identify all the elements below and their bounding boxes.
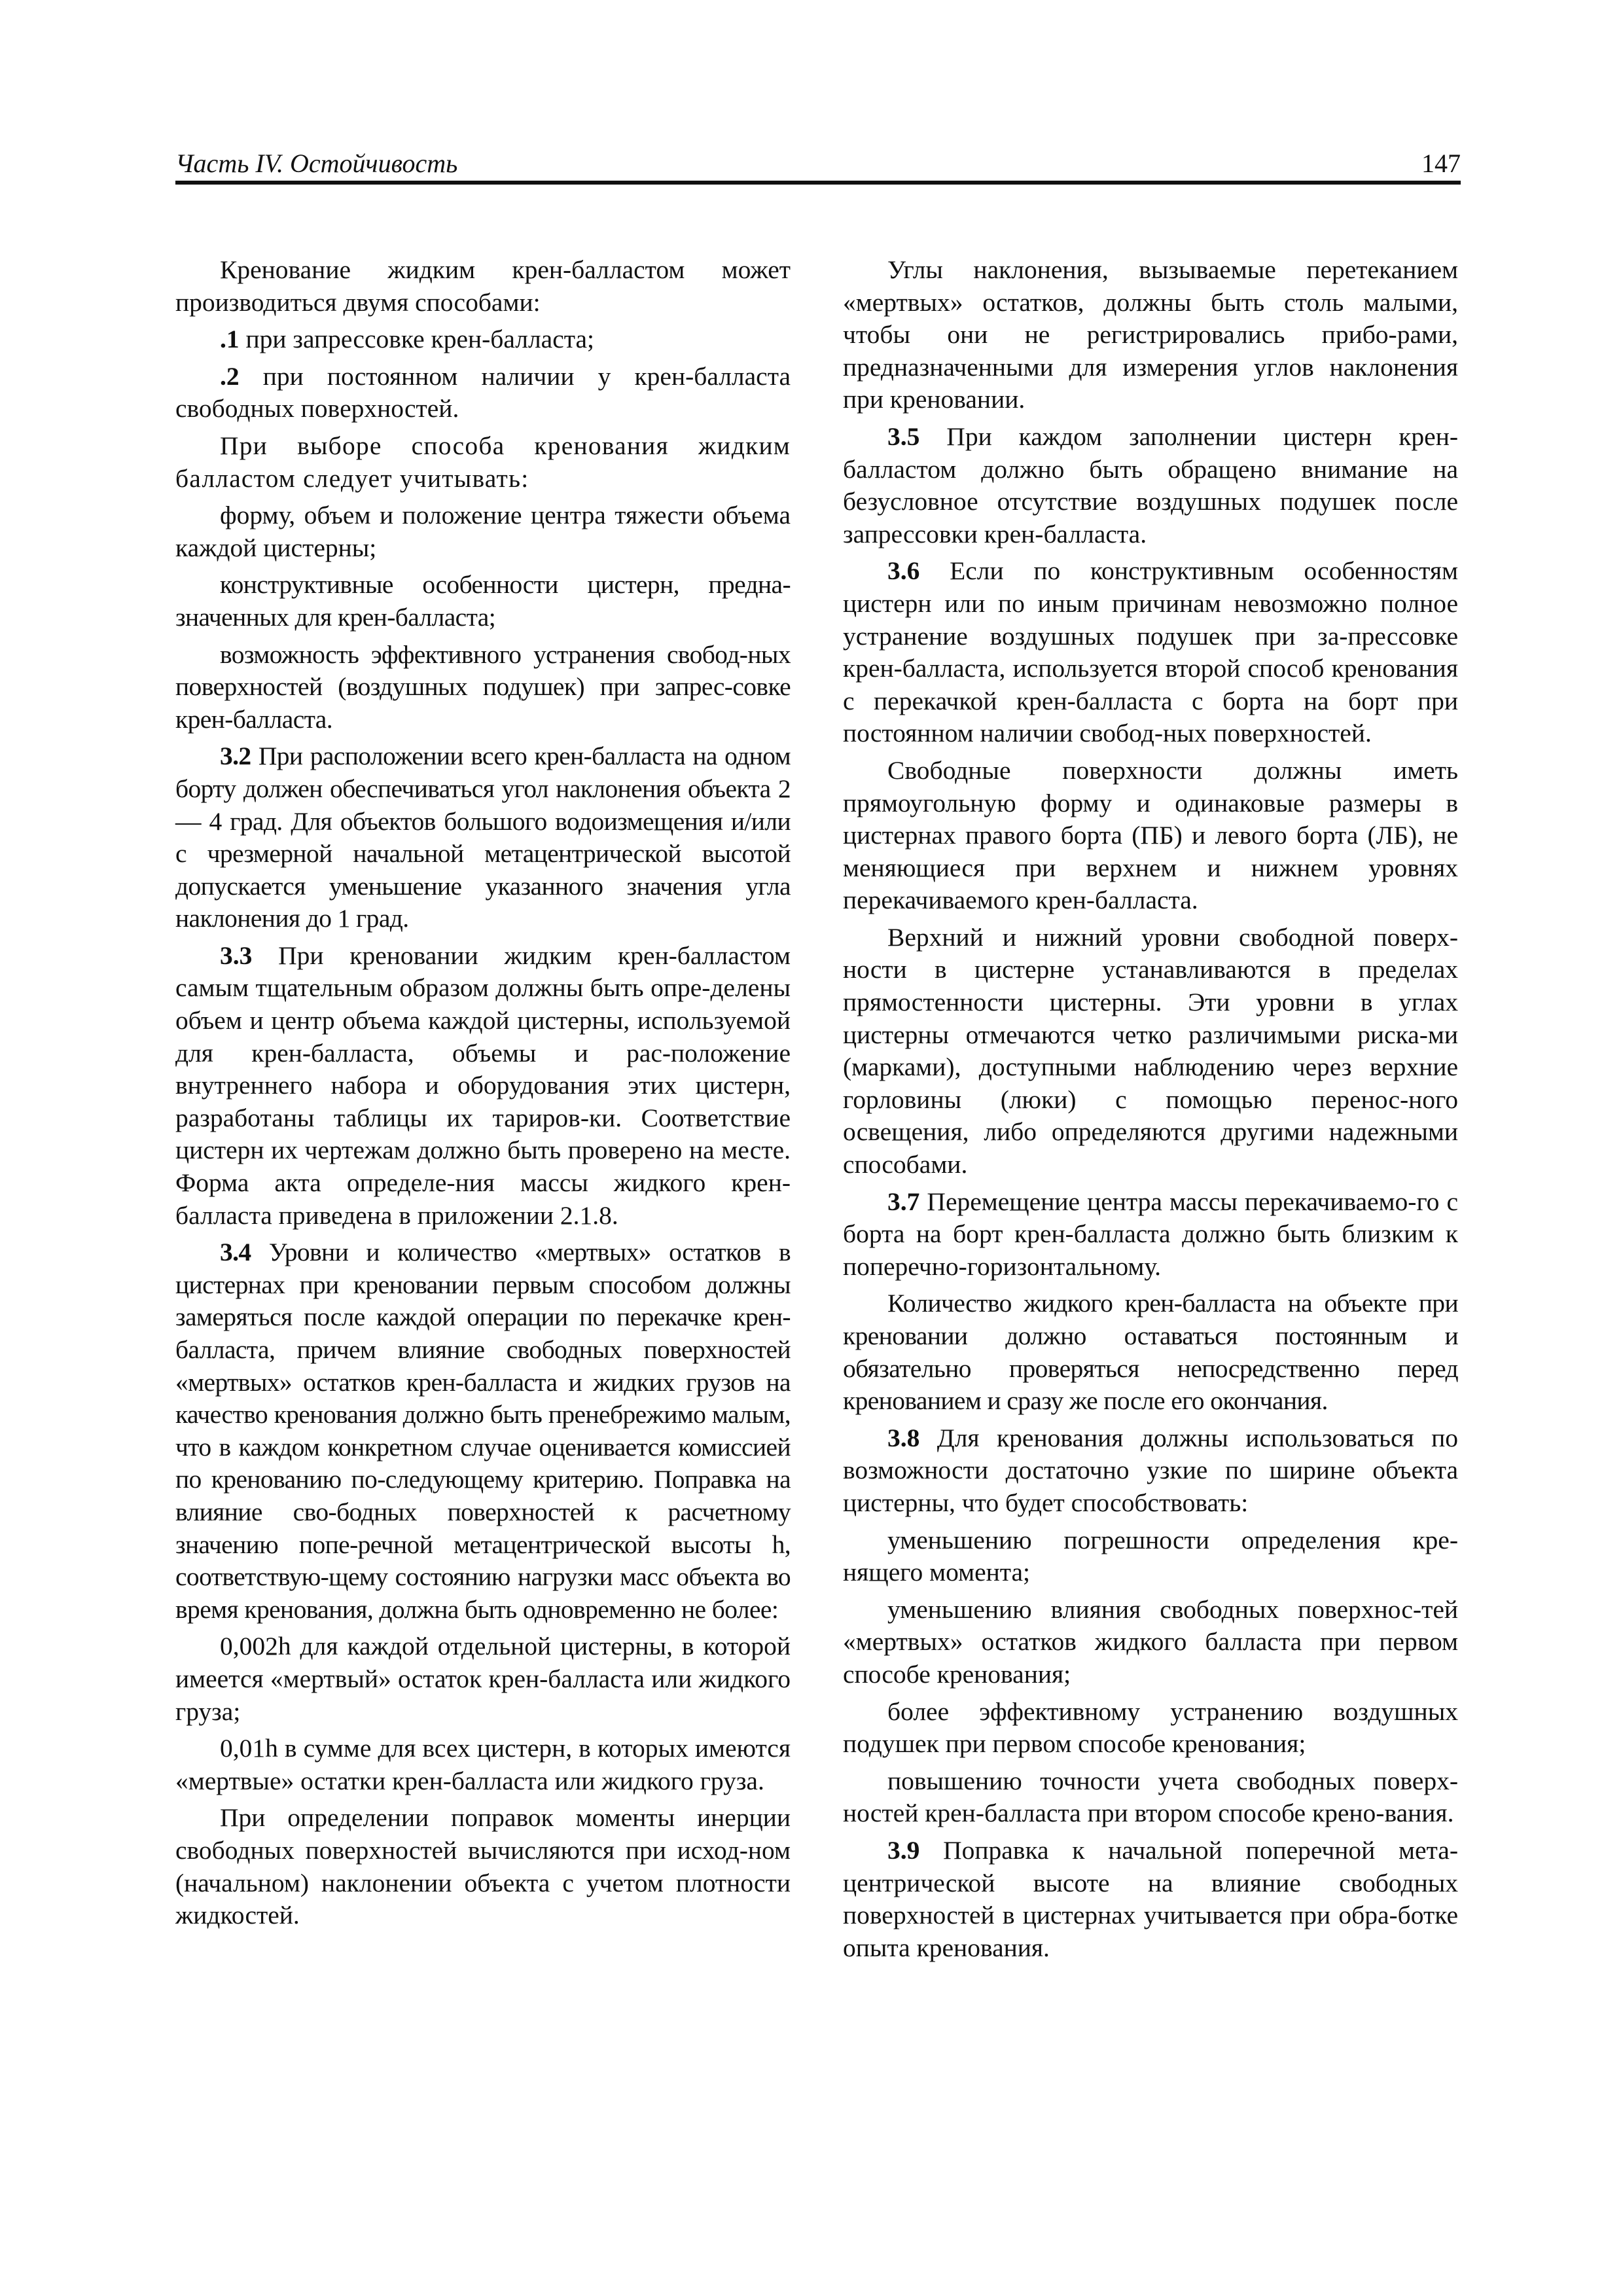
paragraph: При определении поправок моменты инерции свободных поверхностей вычисляются при исход-ном (начальном) наклонении объекта с учетом плотности жидкостей. <box>175 1803 791 1930</box>
item-number: .2 <box>220 361 240 391</box>
section-paragraph: 3.7 Перемещение центра массы перекачиваемо-го с борта на борт крен-балласта должно быть близким к поперечно-горизонтальному. <box>843 1187 1458 1281</box>
paragraph: форму, объем и положение центра тяжести объема каждой цистерны; <box>175 501 791 562</box>
paragraph: Углы наклонения, вызываемые перетеканием «мертвых» остатков, должны быть столь малыми, чтобы они не регистрировались прибо-рами, предназначенными для измерения углов наклонения при креновании. <box>843 255 1458 414</box>
paragraph: конструктивные особенности цистерн, предна-значенных для крен-балласта; <box>175 570 791 632</box>
header-title: Часть IV. Остойчивость <box>175 149 458 178</box>
right-column <box>843 254 1458 1964</box>
paragraph: Верхний и нижний уровни свободной поверх-ности в цистерне устанавливаются в пределах прямостенности цистерны. Эти уровни в углах цистерны отмечаются четко различимыми риска-ми (марками), доступными наблюдению через верхние горловины (люки) с помощью перенос-ного освещения, либо определяются другими надежными способами. <box>843 922 1458 1179</box>
paragraph: Свободные поверхности должны иметь прямоугольную форму и одинаковые размеры в цистернах правого борта (ПБ) и левого борта (ЛБ), не меняющиеся при верхнем и нижнем уровнях перекачиваемого крен-балласта. <box>843 755 1458 915</box>
section-number: 3.6 <box>887 556 920 586</box>
paragraph: уменьшению погрешности определения кре-нящего момента; <box>843 1525 1458 1587</box>
section-number: 3.5 <box>887 422 920 451</box>
section-paragraph: 3.9 Поправка к начальной поперечной мета-центрической высоте на влияние свободных поверхностей в цистернах учитывается при обра-ботке опыта кренования. <box>843 1835 1458 1962</box>
paragraph: более эффективному устранению воздушных подушек при первом способе кренования; <box>843 1696 1458 1759</box>
section-number: 3.8 <box>887 1423 920 1452</box>
section-number: 3.4 <box>220 1238 251 1267</box>
page-number: 147 <box>1421 149 1461 178</box>
section-paragraph: 3.6 Если по конструктивным особенностям цистерн или по иным причинам невозможно полное устранение воздушных подушек при за-прессовке крен-балласта, используется второй способ кренования с перекачкой крен-балласта с борта на борт при постоянном наличии свобод-ных поверхностей. <box>843 556 1458 748</box>
list-item: .1 при запрессовке крен-балласта; <box>220 325 594 354</box>
paragraph: возможность эффективного устранения свобод-ных поверхностей (воздушных подушек) при запрес-совке крен-балласта. <box>175 639 791 734</box>
left-column <box>175 254 791 1932</box>
list-item: .2 при постоянном наличии у крен-балласта свободных поверхностей. <box>175 361 791 423</box>
section-paragraph: 3.8 Для кренования должны использоваться по возможности достаточно узкие по ширине объекта цистерны, что будет способствовать: <box>843 1423 1458 1517</box>
paragraph: уменьшению влияния свободных поверхнос-тей «мертвых» остатков жидкого балласта при первом способе кренования; <box>843 1594 1458 1689</box>
section-number: 3.7 <box>887 1187 920 1216</box>
paragraph: Кренование жидким крен-балластом может производиться двумя способами: <box>175 255 791 317</box>
running-header <box>175 140 1461 185</box>
paragraph: 0,01h в сумме для всех цистерн, в которых имеются «мертвые» остатки крен-балласта или жидкого груза. <box>175 1734 791 1795</box>
paragraph: Количество жидкого крен-балласта на объекте при креновании должно оставаться постоянным и обязательно проверяться непосредственно перед кренованием и сразу же после его окончания. <box>843 1289 1458 1416</box>
section-paragraph: 3.2 При расположении всего крен-балласта на одном борту должен обеспечиваться угол наклонения объекта 2 — 4 град. Для объектов большого водоизмещения и/или с чрезмерной начальной метацентрической высотой допускается уменьшение указанного значения угла наклонения до 1 град. <box>175 742 791 933</box>
paragraph: При выборе способа кренования жидким балластом следует учитывать: <box>175 431 791 493</box>
paragraph: повышению точности учета свободных поверх-ностей крен-балласта при втором способе крено-вания. <box>843 1766 1458 1828</box>
section-paragraph: 3.3 При креновании жидким крен-балластом самым тщательным образом должны быть опре-делены объем и центр объема каждой цистерны, используемой для крен-балласта, объемы и рас-положение внутреннего набора и оборудования этих цистерн, разработаны таблицы их тариров-ки. Соответствие цистерн их чертежам должно быть проверено на месте. Форма акта определе-ния массы жидкого крен-балласта приведена в приложении 2.1.8. <box>175 941 791 1230</box>
section-paragraph: 3.5 При каждом заполнении цистерн крен-балластом должно быть обращено внимание на безусловное отсутствие воздушных подушек после запрессовки крен-балласта. <box>843 422 1458 548</box>
item-number: .1 <box>220 325 240 354</box>
section-number: 3.3 <box>220 941 253 970</box>
section-number: 3.2 <box>220 742 251 771</box>
section-number: 3.9 <box>887 1835 920 1865</box>
section-paragraph: 3.4 Уровни и количество «мертвых» остатков в цистернах при креновании первым способом должны замеряться после каждой операции по перекачке крен-балласта, причем влияние свободных поверхностей «мертвых» остатков крен-балласта и жидких грузов на качество кренования должно быть пренебрежимо малым, что в каждом конкретном случае оценивается комиссией по кренованию по-следующему критерию. Поправка на влияние сво-бодных поверхностей к расчетному значению попе-речной метацентрической высоты h, соответствую-щему состоянию нагрузки масс объекта во время кренования, должна быть одновременно не более: <box>175 1238 791 1624</box>
paragraph: 0,002h для каждой отдельной цистерны, в которой имеется «мертвый» остаток крен-балласта или жидкого груза; <box>175 1632 791 1726</box>
